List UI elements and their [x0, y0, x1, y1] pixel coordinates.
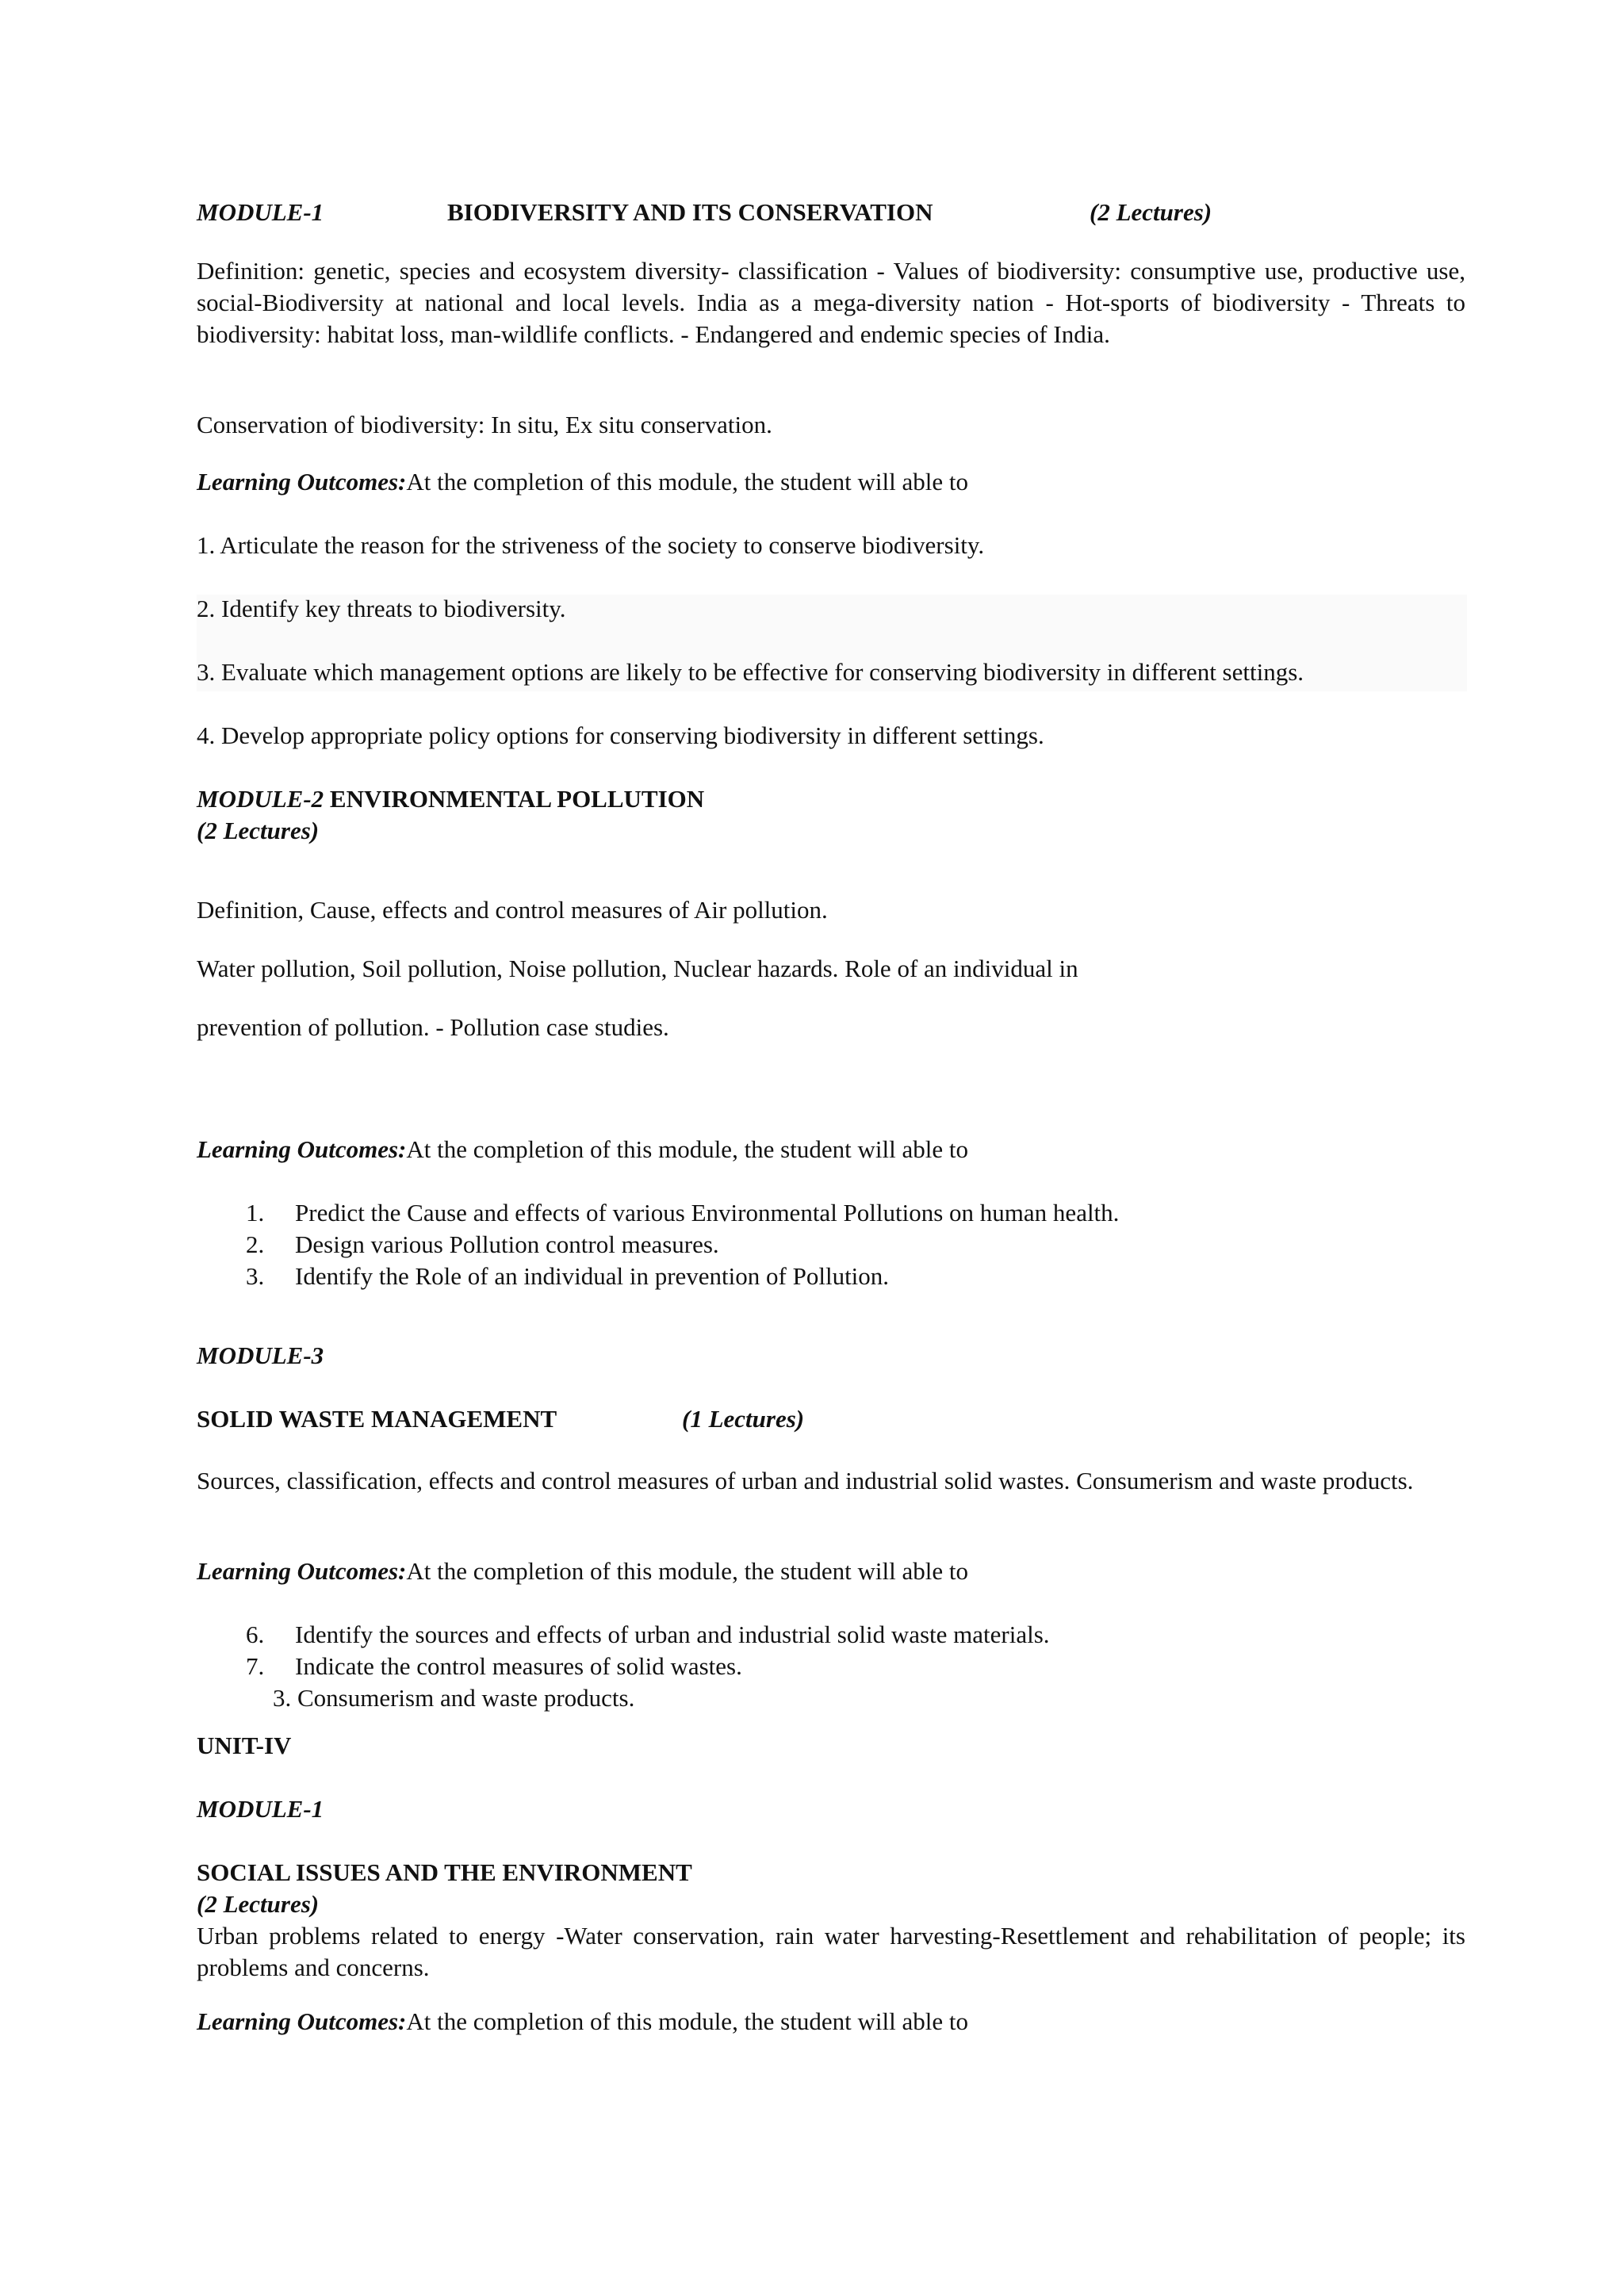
module3-title: SOLID WASTE MANAGEMENT [197, 1405, 557, 1433]
outcomes-label: Learning Outcomes: [197, 1135, 407, 1163]
module1-label: MODULE-1 [197, 198, 324, 226]
unit4-label: UNIT-IV [197, 1732, 292, 1759]
module1-outcome-4: 4. Develop appropriate policy options for conserving biodiversity in different settings. [197, 721, 1044, 749]
list-item [197, 1619, 1465, 1651]
module2-outcomes-heading [197, 1134, 1465, 1165]
list-item [197, 1651, 1465, 1682]
module3-lectures: (1 Lectures) [682, 1405, 805, 1433]
outcomes-intro: At the completion of this module, the student will able to [406, 2007, 968, 2035]
module1-outcome-1: 1. Articulate the reason for the striveness of the society to conserve biodiversity. [197, 531, 985, 559]
outcomes-label: Learning Outcomes: [197, 1557, 407, 1585]
list-number: 3. [246, 1262, 265, 1290]
module1-lectures: (2 Lectures) [1090, 198, 1212, 226]
outcomes-intro: At the completion of this module, the student will able to [406, 1557, 968, 1585]
module1-outcome-3: 3. Evaluate which management options are likely to be effective for conserving biodiversity in different settings. [197, 658, 1304, 686]
list-number: 7. [246, 1652, 265, 1680]
list-item [197, 1197, 1465, 1229]
module3-label: MODULE-3 [197, 1341, 324, 1369]
module2-line-1: Definition, Cause, effects and control measures of Air pollution. [197, 896, 828, 924]
module1-conservation: Conservation of biodiversity: In situ, Ex situ conservation. [197, 411, 772, 438]
unit4-description: Urban problems related to energy -Water conservation, rain water harvesting-Resettlement and rehabilitation of people; its problems and concerns. [197, 1922, 1465, 1981]
module2-line-3: prevention of pollution. - Pollution case studies. [197, 1013, 669, 1041]
outcomes-intro: At the completion of this module, the student will able to [406, 1135, 968, 1163]
list-text: Predict the Cause and effects of various Environmental Pollutions on human health. [295, 1199, 1120, 1226]
outcomes-intro: At the completion of this module, the student will able to [406, 468, 968, 496]
module2-outcomes-list [197, 1197, 1465, 1292]
list-text: Identify the sources and effects of urban and industrial solid waste materials. [295, 1621, 1050, 1648]
module1-outcomes-heading [197, 466, 1465, 498]
list-number: 2. [246, 1230, 265, 1258]
list-text: Identify the Role of an individual in prevention of Pollution. [295, 1262, 890, 1290]
module3-outcomes-heading [197, 1556, 1465, 1587]
list-number: 1. [246, 1199, 265, 1226]
outcomes-label: Learning Outcomes: [197, 2007, 407, 2035]
module2-label: MODULE-2 [197, 785, 324, 813]
list-text: Design various Pollution control measures. [295, 1230, 719, 1258]
module2-title: ENVIRONMENTAL POLLUTION [324, 785, 705, 813]
unit4-outcomes-heading [197, 2006, 1465, 2038]
list-text: 3. Consumerism and waste products. [273, 1684, 635, 1712]
unit4-lectures: (2 Lectures) [197, 1890, 320, 1918]
module1-title: BIODIVERSITY AND ITS CONSERVATION [447, 198, 933, 226]
list-item [197, 1682, 1465, 1714]
module3-header [197, 1403, 1465, 1437]
list-item [197, 1229, 1465, 1261]
module1-header [197, 197, 1465, 230]
module2-lectures: (2 Lectures) [197, 817, 320, 844]
list-text: Indicate the control measures of solid wastes. [295, 1652, 742, 1680]
unit4-title: SOCIAL ISSUES AND THE ENVIRONMENT [197, 1858, 692, 1886]
list-number: 6. [246, 1621, 265, 1648]
module3-outcomes-list [197, 1619, 1465, 1714]
outcomes-label: Learning Outcomes: [197, 468, 407, 496]
module2-header [197, 783, 1465, 815]
module1-definition: Definition: genetic, species and ecosystem diversity- classification - Values of biodiversity: consumptive use, productive use, social-Biodiversity at national and local levels. India as a mega-diversity nation - Hot-sports of biodiversity - Threats to biodiversity: habitat loss, man-wildlife conflicts. - Endangered and endemic species of India. [197, 257, 1465, 348]
unit4-module-label: MODULE-1 [197, 1795, 324, 1823]
module1-outcome-2: 2. Identify key threats to biodiversity. [197, 595, 566, 622]
module3-description: Sources, classification, effects and control measures of urban and industrial solid wastes. Consumerism and waste products. [197, 1467, 1414, 1494]
list-item [197, 1261, 1465, 1292]
module2-line-2: Water pollution, Soil pollution, Noise pollution, Nuclear hazards. Role of an individual in [197, 955, 1078, 982]
